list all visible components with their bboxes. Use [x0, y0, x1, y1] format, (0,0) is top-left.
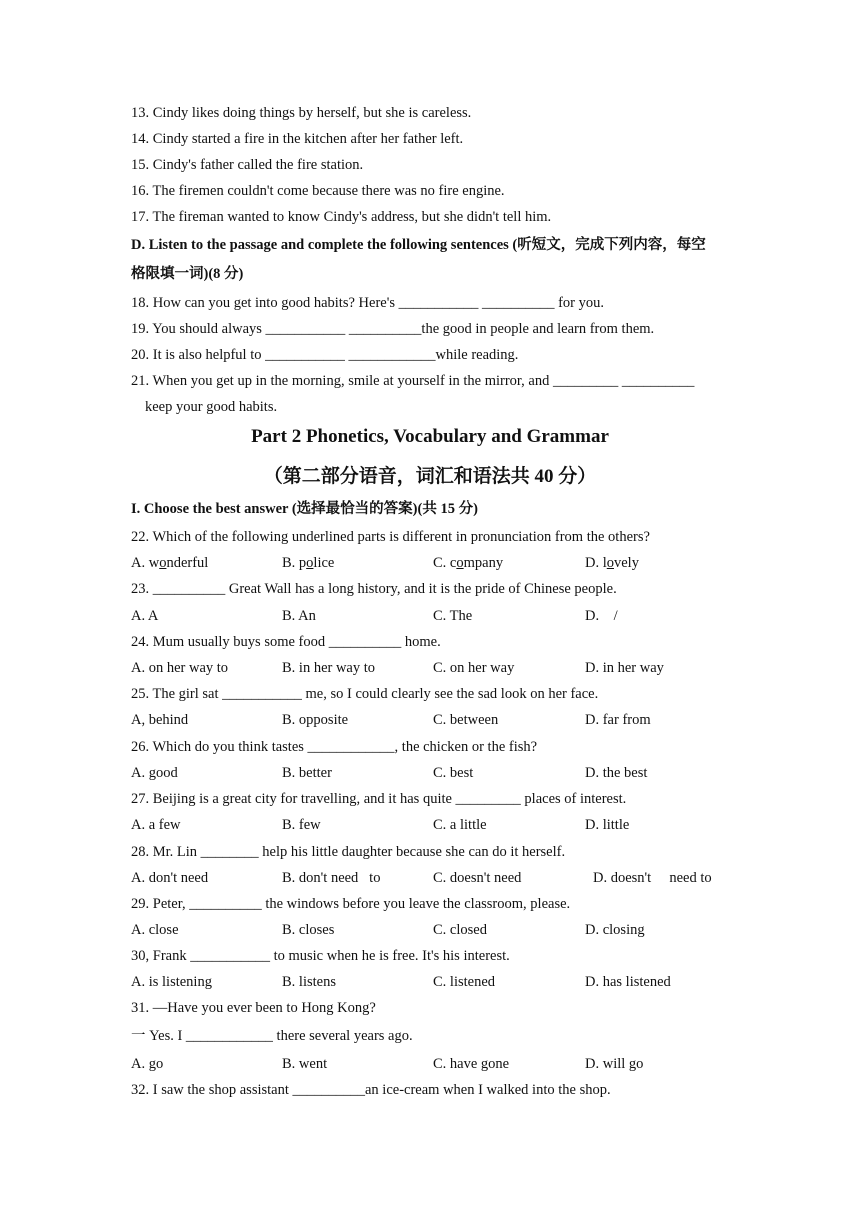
q27-option-d: D. little: [585, 817, 630, 833]
q26-option-d: D. the best: [585, 765, 648, 781]
q30-option-a: A. is listening: [131, 974, 212, 990]
q22-option-a: A. wonderful: [131, 555, 209, 571]
item-17: 17. The fireman wanted to know Cindy's address, but she didn't tell him.: [131, 209, 552, 225]
q29-stem: 29. Peter, __________ the windows before you leave the classroom, please.: [131, 896, 571, 912]
q25-option-c: C. between: [433, 712, 499, 728]
part2-subtitle: （第二部分语音，词汇和语法共 40 分）: [263, 466, 597, 487]
q22-stem: 22. Which of the following underlined parts is different in pronunciation from the others?: [131, 529, 650, 545]
q23-option-a: A. A: [131, 608, 159, 624]
q23-option-d: D. /: [585, 608, 618, 624]
q22-option-c: C. company: [433, 555, 504, 571]
q27-option-a: A. a few: [131, 817, 181, 833]
q29-option-d: D. closing: [585, 922, 645, 938]
q27-stem: 27. Beijing is a great city for travelling, and it has quite _________ places of interest.: [131, 791, 627, 807]
item-14: 14. Cindy started a fire in the kitchen after her father left.: [131, 131, 464, 147]
section-i-heading: I. Choose the best answer (选择最恰当的答案)(共 15 分): [131, 501, 478, 517]
item-15: 15. Cindy's father called the fire station.: [131, 157, 364, 173]
q22-option-b: B. police: [282, 555, 335, 571]
q27-option-c: C. a little: [433, 817, 487, 833]
item-13: 13. Cindy likes doing things by herself, but she is careless.: [131, 105, 472, 121]
q31-option-c: C. have gone: [433, 1056, 510, 1072]
q31-reply: 一 Yes. I ____________ there several years ago.: [131, 1028, 413, 1044]
q30-option-b: B. listens: [282, 974, 336, 990]
q30-option-c: C. listened: [433, 974, 496, 990]
item-21-cont: keep your good habits.: [145, 399, 278, 415]
q29-option-b: B. closes: [282, 922, 335, 938]
q31-option-b: B. went: [282, 1056, 328, 1072]
underlined-letter: o: [159, 555, 167, 571]
q31-stem: 31. —Have you ever been to Hong Kong?: [131, 1000, 376, 1016]
q29-option-a: A. close: [131, 922, 179, 938]
q30-stem: 30, Frank ___________ to music when he is free. It's his interest.: [131, 948, 510, 964]
q28-option-c: C. doesn't need: [433, 870, 522, 886]
q29-option-c: C. closed: [433, 922, 487, 938]
q28-stem: 28. Mr. Lin ________ help his little daughter because she can do it herself.: [131, 844, 566, 860]
item-21: 21. When you get up in the morning, smile at yourself in the mirror, and _________ __________: [131, 373, 695, 389]
q27-option-b: B. few: [282, 817, 321, 833]
item-20: 20. It is also helpful to ___________ ____________while reading.: [131, 347, 519, 363]
q28-option-b: B. don't need to: [282, 870, 381, 886]
q23-option-c: C. The: [433, 608, 473, 624]
q26-stem: 26. Which do you think tastes ____________, the chicken or the fish?: [131, 739, 538, 755]
q24-option-d: D. in her way: [585, 660, 664, 676]
underlined-letter: o: [306, 555, 314, 571]
q25-option-b: B. opposite: [282, 712, 349, 728]
q24-option-c: C. on her way: [433, 660, 515, 676]
item-18: 18. How can you get into good habits? Here's ___________ __________ for you.: [131, 295, 604, 311]
section-d-heading: D. Listen to the passage and complete the following sentences (听短文，完成下列内容，每空: [131, 237, 706, 253]
q26-option-b: B. better: [282, 765, 332, 781]
q30-option-d: D. has listened: [585, 974, 671, 990]
q31-option-a: A. go: [131, 1056, 164, 1072]
section-d-heading-cont: 格限填一词)(8 分): [131, 266, 244, 282]
q26-option-c: C. best: [433, 765, 474, 781]
underlined-letter: o: [606, 555, 614, 571]
q31-option-d: D. will go: [585, 1056, 644, 1072]
q24-option-b: B. in her way to: [282, 660, 376, 676]
q22-option-d: D. lovely: [585, 555, 639, 571]
q25-option-a: A, behind: [131, 712, 189, 728]
q23-stem: 23. __________ Great Wall has a long history, and it is the pride of Chinese people.: [131, 581, 617, 597]
q28-option-a: A. don't need: [131, 870, 209, 886]
q32-stem: 32. I saw the shop assistant __________an ice-cream when I walked into the shop.: [131, 1082, 611, 1098]
item-16: 16. The firemen couldn't come because there was no fire engine.: [131, 183, 505, 199]
item-19: 19. You should always ___________ __________the good in people and learn from them.: [131, 321, 655, 337]
underlined-letter: o: [456, 555, 464, 571]
q24-option-a: A. on her way to: [131, 660, 229, 676]
q25-option-d: D. far from: [585, 712, 651, 728]
q25-stem: 25. The girl sat ___________ me, so I could clearly see the sad look on her face.: [131, 686, 599, 702]
part2-title: Part 2 Phonetics, Vocabulary and Grammar: [251, 426, 609, 447]
q24-stem: 24. Mum usually buys some food __________ home.: [131, 634, 441, 650]
q26-option-a: A. good: [131, 765, 178, 781]
q28-option-d: D. doesn't need to: [593, 870, 712, 886]
q23-option-b: B. An: [282, 608, 316, 624]
